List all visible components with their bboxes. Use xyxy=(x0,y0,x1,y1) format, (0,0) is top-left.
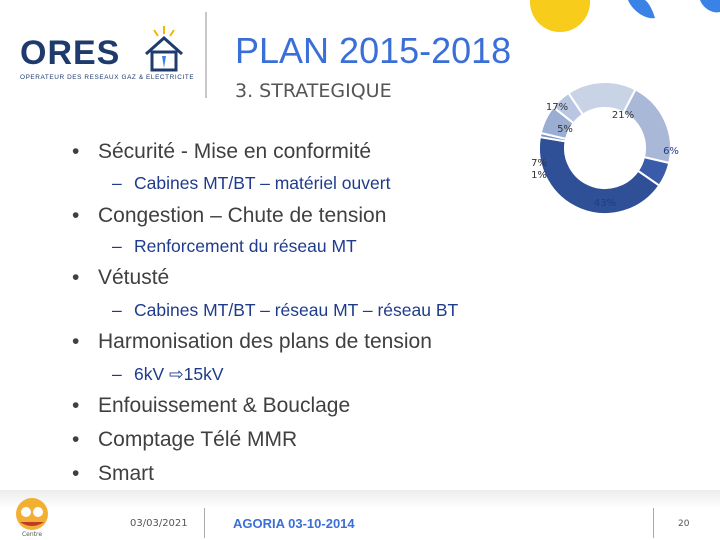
yellow-circle-shape xyxy=(530,0,590,32)
page-number: 20 xyxy=(678,519,690,529)
header-divider xyxy=(205,12,207,98)
blue-leaf-shape xyxy=(628,0,655,18)
sub-bullet-item: – Cabines MT/BT – réseau MT – réseau BT xyxy=(112,300,459,320)
bullet-item: • Comptage Télé MMR xyxy=(72,428,298,451)
donut-data-label: 17% xyxy=(545,102,569,113)
sub-bullet-text: Renforcement du réseau MT xyxy=(134,236,357,256)
donut-data-label: 5% xyxy=(557,124,573,135)
sub-bullet-text: Cabines MT/BT – matériel ouvert xyxy=(134,173,391,193)
bullet-item: • Sécurité - Mise en conformité xyxy=(72,140,372,163)
bullet-item: • Harmonisation des plans de tension xyxy=(72,330,432,353)
page-subtitle: 3. STRATEGIQUE xyxy=(235,80,392,102)
bullet-text: Vétusté xyxy=(98,266,170,289)
bullet-text: Enfouissement & Bouclage xyxy=(98,394,351,417)
sub-bullet-item: – 6kV ⇨15kV xyxy=(112,364,224,384)
footer-event: AGORIA 03-10-2014 xyxy=(233,516,355,531)
bullet-text: Congestion – Chute de tension xyxy=(98,204,387,227)
bullet-item: • Smart xyxy=(72,462,155,485)
decorative-shapes xyxy=(500,0,720,40)
donut-data-label: 7% xyxy=(531,158,547,169)
donut-chart xyxy=(505,80,705,230)
footer-logo-caption: Centre xyxy=(21,531,43,538)
footer-date: 03/03/2021 xyxy=(130,518,188,529)
house-icon xyxy=(142,24,186,74)
logo-tagline: OPERATEUR DES RESEAUX GAZ & ELECTRICITE xyxy=(20,74,195,81)
donut-data-label: 21% xyxy=(611,110,635,121)
donut-data-label: 43% xyxy=(593,198,617,209)
bullet-text: Comptage Télé MMR xyxy=(98,428,298,451)
logo-wordmark: ORES xyxy=(20,34,121,72)
sub-bullet-text: 6kV ⇨15kV xyxy=(134,364,224,384)
bullet-text: Smart xyxy=(98,462,155,485)
bullet-text: Sécurité - Mise en conformité xyxy=(98,140,372,163)
donut-data-label: 1% xyxy=(531,170,547,181)
sub-bullet-text: Cabines MT/BT – réseau MT – réseau BT xyxy=(134,300,459,320)
bullet-item: • Vétusté xyxy=(72,266,170,289)
page-title: PLAN 2015-2018 xyxy=(235,30,512,71)
bullet-item: • Congestion – Chute de tension xyxy=(72,204,387,227)
bullet-text: Harmonisation des plans de tension xyxy=(98,330,432,353)
ores-logo xyxy=(14,14,194,94)
sub-bullet-item: – Cabines MT/BT – matériel ouvert xyxy=(112,173,391,193)
donut-data-label: 6% xyxy=(663,146,679,157)
footer-logo xyxy=(8,496,56,538)
blue-leaf-shape-2 xyxy=(700,0,720,12)
sub-bullet-item: – Renforcement du réseau MT xyxy=(112,236,357,256)
footer-bar xyxy=(0,490,720,540)
bullet-item: • Enfouissement & Bouclage xyxy=(72,394,351,417)
footer-divider xyxy=(204,508,205,538)
footer-divider xyxy=(653,508,654,538)
